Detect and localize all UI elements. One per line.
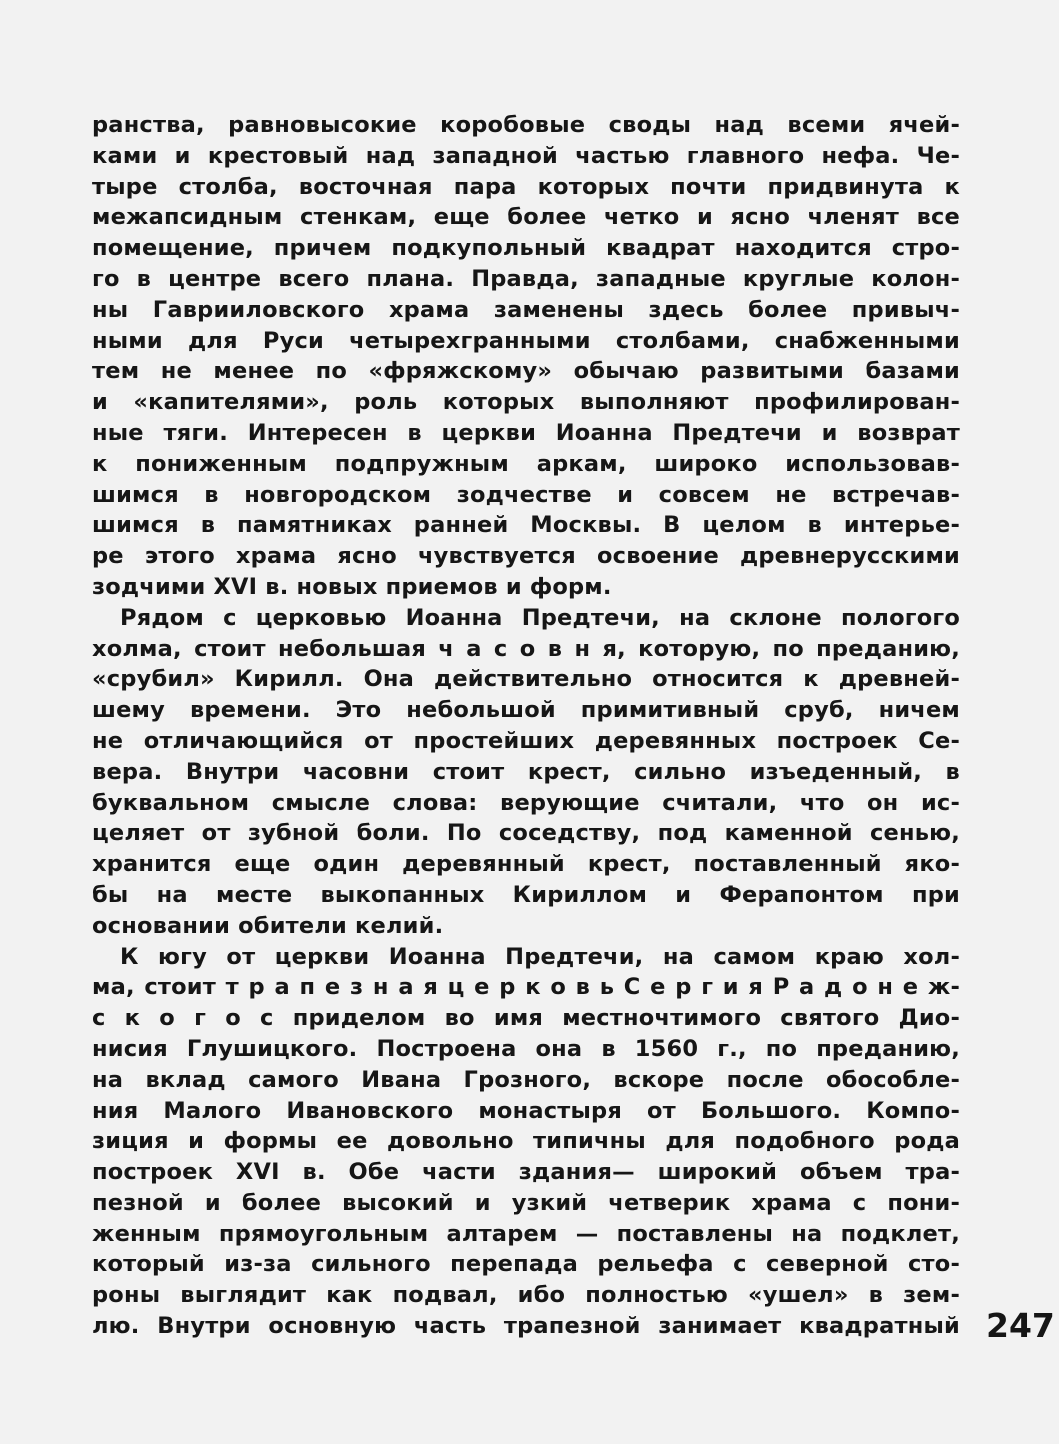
text-line: шимся в новгородском зодчестве и совсем не встречав- bbox=[92, 481, 960, 508]
text-line: зиция и формы ее довольно типичны для подобного рода bbox=[92, 1128, 960, 1155]
text-line: тыре столба, восточная пара которых почти придвинута к bbox=[92, 173, 960, 200]
text-line: помещение, причем подкупольный квадрат находится стро- bbox=[92, 235, 960, 262]
text-line: «срубил» Кирилл. Она действительно относится к древней- bbox=[92, 666, 960, 693]
text-line: ками и крестовый над западной частью главного нефа. Че- bbox=[92, 142, 960, 169]
text-line: нисия Глушицкого. Построена она в 1560 г., по преданию, bbox=[92, 1035, 960, 1062]
text-line: хранится еще один деревянный крест, поставленный яко- bbox=[92, 851, 960, 878]
text-line: построек XVI в. Обе части здания— широкий объем тра- bbox=[92, 1159, 960, 1186]
text-line: межапсидным стенкам, еще более четко и ясно членят все bbox=[92, 204, 960, 231]
text-line: бы на месте выкопанных Кириллом и Ферапонтом при bbox=[92, 881, 960, 908]
text-line: ны Гаврииловского храма заменены здесь более привыч- bbox=[92, 296, 960, 323]
text-line: роны выглядит как подвал, ибо полностью «ушел» в зем- bbox=[92, 1282, 960, 1309]
page-number: 247 bbox=[986, 1306, 1055, 1345]
text-line: и «капителями», роль которых выполняют профилирован- bbox=[92, 389, 960, 416]
paragraph-end-line: основании обители келий. bbox=[92, 912, 444, 939]
text-line: с к о г о с приделом во имя местночтимого святого Дио- bbox=[92, 1005, 960, 1032]
text-line: шимся в памятниках ранней Москвы. В целом в интерье- bbox=[92, 512, 960, 539]
text-line: на вклад самого Ивана Грозного, вскоре после обособле- bbox=[92, 1066, 960, 1093]
text-line: целяет от зубной боли. По соседству, под каменной сенью, bbox=[92, 820, 960, 847]
paragraph-end-line: зодчими XVI в. новых приемов и форм. bbox=[92, 573, 612, 600]
text-line: пезной и более высокий и узкий четверик храма с пони- bbox=[92, 1189, 960, 1216]
text-line: ния Малого Ивановского монастыря от Большого. Компо- bbox=[92, 1097, 960, 1124]
text-line: к пониженным подпружным аркам, широко использовав- bbox=[92, 450, 960, 477]
body-text bbox=[92, 110, 960, 1342]
text-line: го в центре всего плана. Правда, западные круглые колон- bbox=[92, 265, 960, 292]
text-line: ные тяги. Интересен в церкви Иоанна Предтечи и возврат bbox=[92, 419, 960, 446]
paragraph-start-line: Рядом с церковью Иоанна Предтечи, на склоне пологого bbox=[120, 604, 960, 631]
text-line: тем не менее по «фряжскому» обычаю развитыми базами bbox=[92, 358, 960, 385]
text-line: холма, стоит небольшая ч а с о в н я, которую, по преданию, bbox=[92, 635, 960, 662]
text-line: вера. Внутри часовни стоит крест, сильно изъеденный, в bbox=[92, 758, 960, 785]
text-line: буквальном смысле слова: верующие считали, что он ис- bbox=[92, 789, 960, 816]
text-line: не отличающийся от простейших деревянных построек Се- bbox=[92, 727, 960, 754]
text-line: лю. Внутри основную часть трапезной занимает квадратный bbox=[92, 1313, 960, 1340]
paragraph-start-line: К югу от церкви Иоанна Предтечи, на самом краю хол- bbox=[120, 943, 960, 970]
text-line: ма, стоит т р а п е з н а я ц е р к о в ь С е р г и я Р а д о н е ж- bbox=[92, 974, 960, 1001]
text-line: шему времени. Это небольшой примитивный сруб, ничем bbox=[92, 697, 960, 724]
text-line: женным прямоугольным алтарем — поставлены на подклет, bbox=[92, 1220, 960, 1247]
text-line: ными для Руси четырехгранными столбами, снабженными bbox=[92, 327, 960, 354]
text-line: который из-за сильного перепада рельефа с северной сто- bbox=[92, 1251, 960, 1278]
text-line: ранства, равновысокие коробовые своды над всеми ячей- bbox=[92, 112, 960, 138]
text-line: ре этого храма ясно чувствуется освоение древнерусскими bbox=[92, 543, 960, 570]
